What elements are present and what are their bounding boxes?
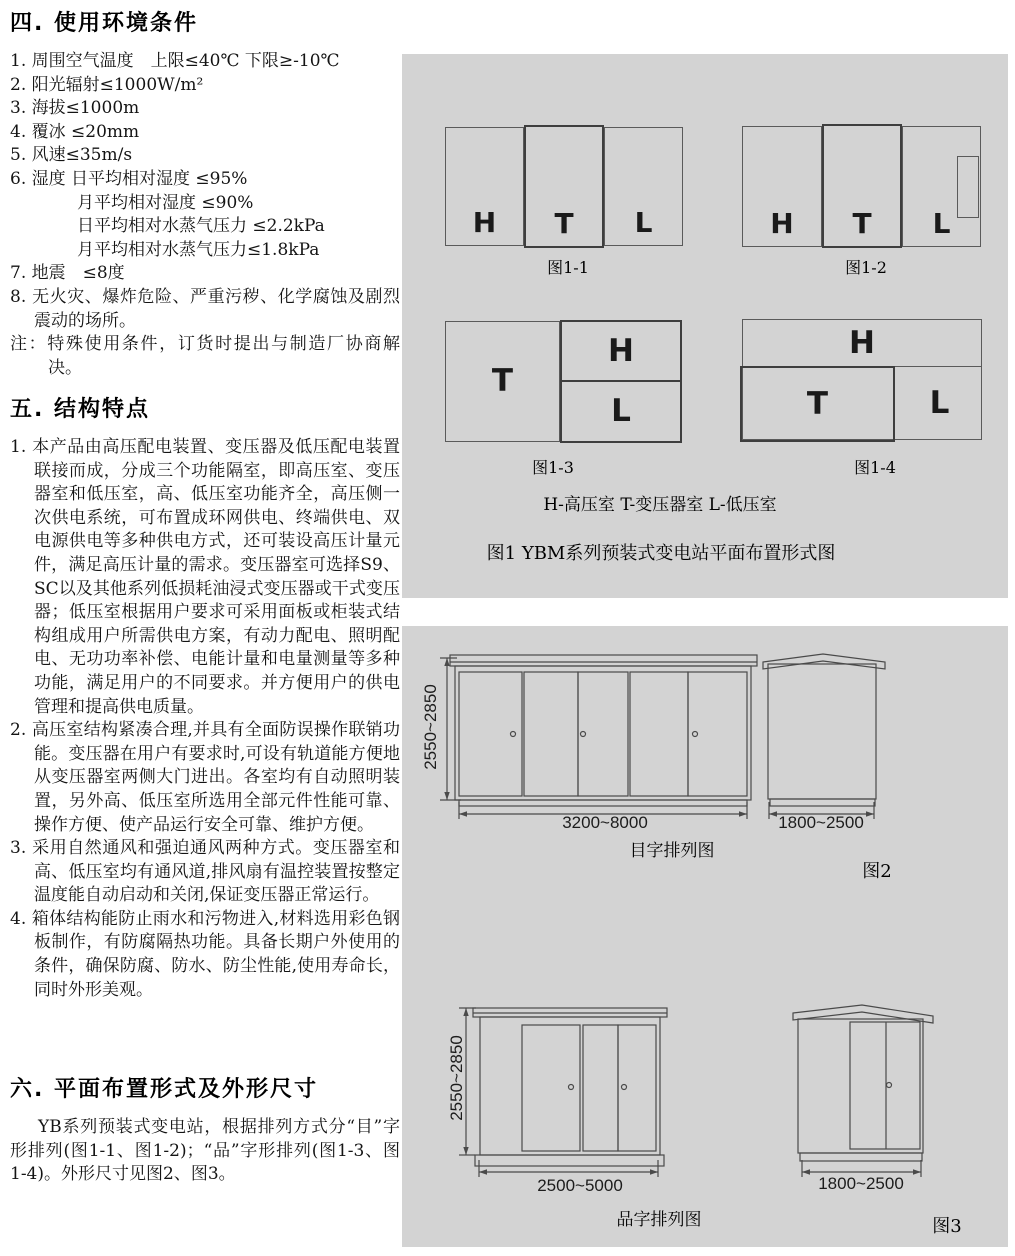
fig1-4-label-l: L [929,384,950,421]
fig1-1-compartment-h [445,127,524,246]
fig1-2-niche [957,156,979,218]
fig3-side-width-dim: 1800~2500 [818,1174,904,1193]
env-item-6-sub-1: 月平均相对湿度 ≤90% [77,192,254,213]
env-item-1: 1. 周围空气温度 上限≤40℃ 下限≥-10℃ [10,51,340,71]
env-item-5: 5. 风速≤35m/s [10,145,133,166]
env-item-8: 8. 无火灾、爆炸危险、严重污秽、化学腐蚀及剧烈震动的场所。 [10,286,400,331]
fig2-side-width-dim: 1800~2500 [778,813,864,832]
section-structure-features [10,392,400,1002]
fig1-4-caption: 图1-4 [854,458,896,477]
fig1-1-compartment-l [604,127,683,246]
fig1-3-compartment-t [445,321,560,442]
fig1-3-compartment-l [562,382,680,441]
fig1-4-label-t: T [806,385,829,422]
fig1-4-compartment-t [740,366,895,442]
fig3-front-caption: 品字排列图 [616,1210,702,1230]
fig1-2-caption: 图1-2 [845,258,887,277]
figure1-caption: 图1 YBM系列预装式变电站平面布置形式图 [486,543,836,564]
fig2-label: 图2 [862,861,892,882]
env-item-7: 7. 地震 ≤8度 [10,263,125,284]
fig1-2-compartment-t [822,124,902,248]
fig3-front-drawing [440,1000,700,1180]
fig2-front-width-dim: 3200~8000 [562,813,648,832]
fig1-3-label-h: H [608,332,634,369]
env-item-2: 2. 阳光辐射≤1000W/m² [10,74,204,95]
feature-item-2: 2. 高压室结构紧凑合理,并具有全面防误操作联销功能。变压器在用户有要求时,可设有轨道能方便地从变压器室两侧大门进出。各室均有自动照明装置，另外高、低压室所选用全部元件性能可靠、操作方便、使产品运行安全可靠、维护方便。 [10,720,400,835]
section5-title: 五. 结构特点 [10,397,151,422]
fig3-side-drawing [790,1000,940,1180]
env-note: 注：特殊使用条件，订货时提出与制造厂协商解决。 [10,334,400,378]
env-item-6-sub-3: 月平均相对水蒸气压力≤1.8kPa [77,239,320,260]
feature-item-1: 1. 本产品由高压配电装置、变压器及低压配电装置联接而成，分成三个功能隔室，即高压室、变压器室和低压室，高、低压室功能齐全，高压侧一次供电系统，可布置成环网供电、终端供电、双电源供电等多种供电方式，还可装设高压计量元件，满足高压计量的需求。变压器室可选择S9、SC以及其他系列低损耗油浸式变压器或干式变压器；低压室根据用户要求可采用面板或柜装式结构组成用户所需供电方案，有动力配电、照明配电、无功功率补偿、电能计量和电量测量等多种功能，满足用户的不同要求。并方便用户的供电管理和提高供电质量。 [10,437,400,717]
fig1-1-label-t: T [554,207,574,240]
fig1-2-label-t: T [852,207,872,240]
section-layout-dimensions [10,1072,400,1187]
section4-title: 四. 使用环境条件 [10,11,199,36]
fig1-1-compartment-t [524,125,604,248]
fig2-front-drawing [415,648,760,820]
env-item-6: 6. 湿度 日平均相对湿度 ≤95% [10,168,248,189]
layout-paragraph: YB系列预装式变电站，根据排列方式分“目”字形排列(图1-1、图1-2)；“品”字形排列(图1-3、图1-4)。外形尺寸见图2、图3。 [10,1117,400,1185]
feature-item-4: 4. 箱体结构能防止雨水和污物进入,材料选用彩色钢板制作，有防腐隔热功能。具备长期户外使用的条件，确保防腐、防水、防尘性能,使用寿命长，同时外形美观。 [10,908,400,1000]
fig1-1-caption: 图1-1 [547,258,589,277]
fig1-2-label-h: H [770,207,794,240]
fig3-front-width-dim: 2500~5000 [537,1176,623,1195]
fig1-3-label-l: L [611,393,631,429]
fig1-3-compartment-h [562,322,680,380]
fig1-3-caption: 图1-3 [532,458,574,477]
feature-item-3: 3. 采用自然通风和强迫通风两种方式。变压器室和高、低压室均有通风道,排风扇有温控装置按整定温度能自动启动和关闭,保证变压器正常运行。 [10,838,400,906]
fig2-side-drawing [755,648,905,820]
fig1-2-label-l: L [932,207,951,240]
fig1-4-compartment-l [898,368,981,438]
fig1-1-label-l: L [634,206,653,239]
fig1-4-compartment-h [743,320,981,366]
env-item-6-sub-2: 日平均相对水蒸气压力 ≤2.2kPa [77,216,325,237]
fig2-height-dim: 2550~2850 [421,684,440,770]
fig1-3-label-t: T [491,363,514,399]
figure1-panel [402,54,1008,598]
figure1-legend: H-高压室 T-变压器室 L-低压室 [543,495,777,515]
fig1-4-label-h: H [849,324,875,361]
section6-title: 六. 平面布置形式及外形尺寸 [10,1077,319,1102]
fig1-1-label-h: H [472,206,497,239]
fig1-2-compartment-h [742,126,822,247]
env-item-4: 4. 覆冰 ≤20mm [10,121,140,142]
fig2-front-caption: 目字排列图 [629,841,715,861]
fig1-3-right-block [560,320,682,443]
fig3-label: 图3 [932,1216,962,1237]
env-item-3: 3. 海拔≤1000m [10,98,140,119]
section-usage-environment [10,6,400,380]
fig3-height-dim: 2550~2850 [447,1035,466,1121]
